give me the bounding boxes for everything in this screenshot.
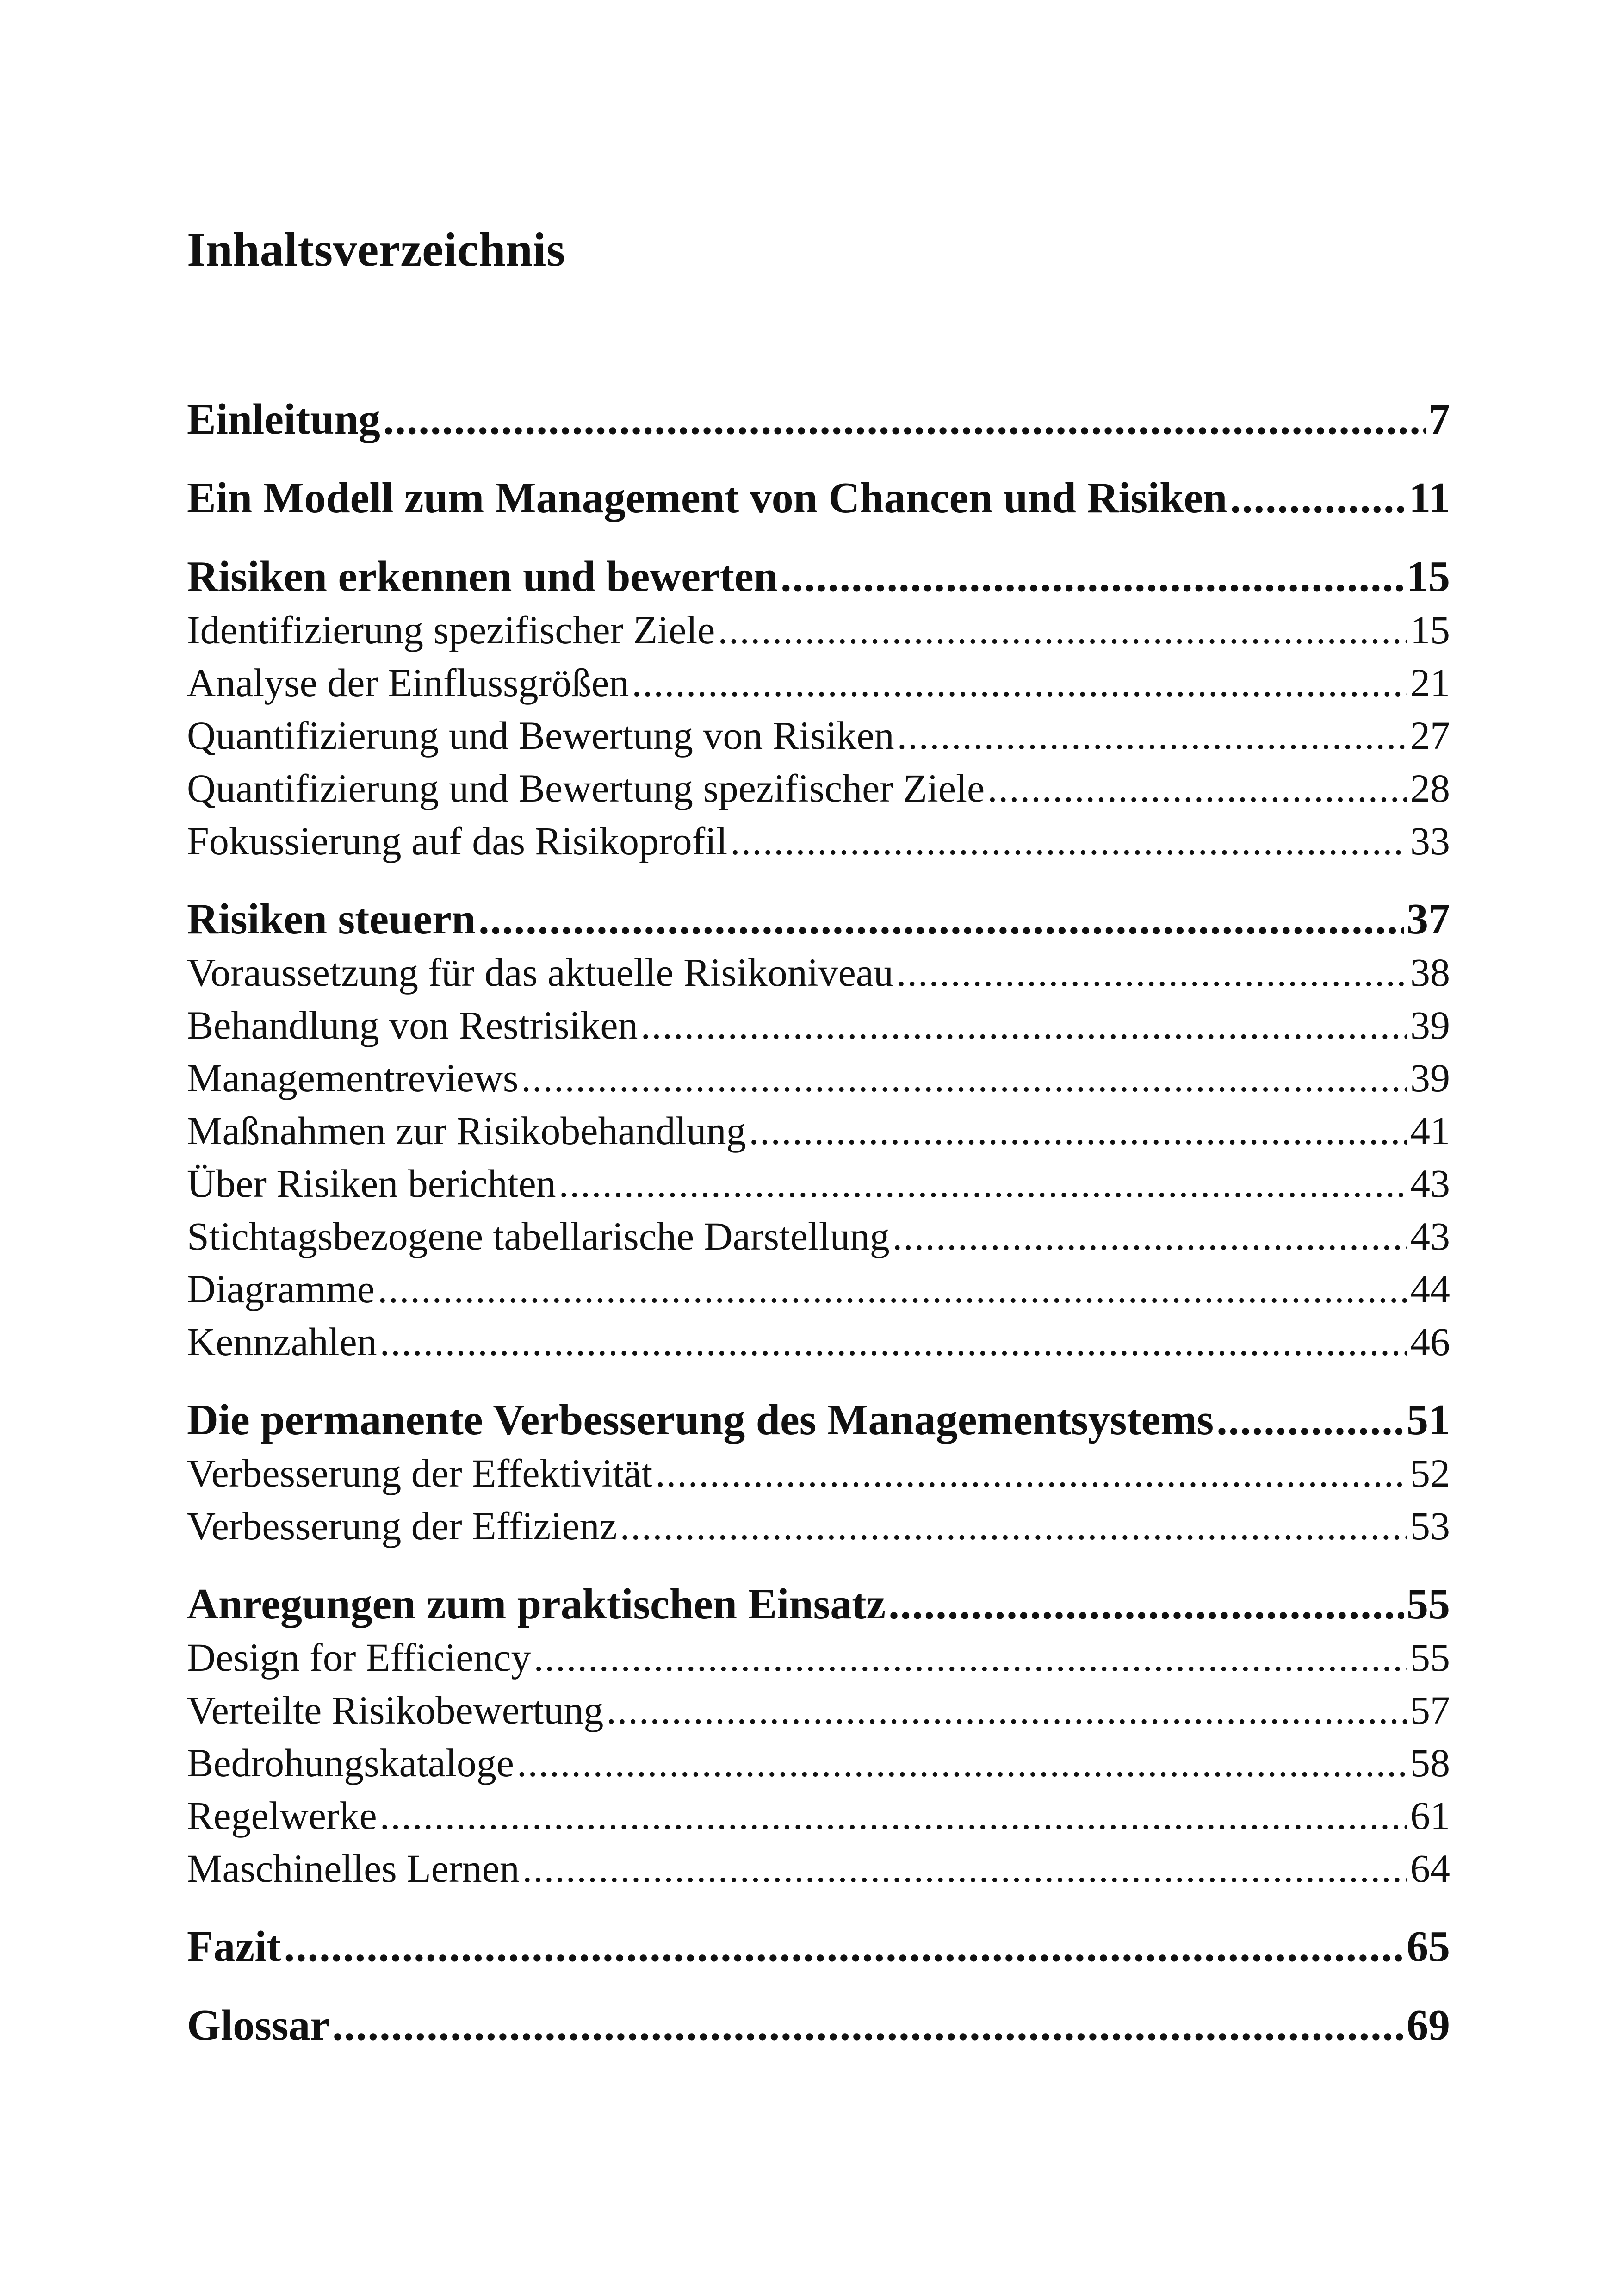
toc-page-number: 21 [1410, 660, 1450, 705]
toc-page-number: 11 [1409, 474, 1450, 522]
dot-leader [749, 1104, 1407, 1157]
toc-page-number: 52 [1410, 1451, 1450, 1495]
toc-page-number: 53 [1410, 1504, 1450, 1548]
toc-section-entry [187, 815, 1450, 867]
toc-page-number: 64 [1410, 1846, 1450, 1891]
toc-page-number: 44 [1410, 1267, 1450, 1311]
dot-leader [897, 709, 1407, 762]
dot-leader [718, 604, 1407, 656]
dot-leader [380, 1315, 1407, 1368]
toc-chapter-entry [187, 1577, 1450, 1631]
toc-section-entry [187, 1210, 1450, 1263]
toc-section-entry [187, 1052, 1450, 1104]
toc-entry-label: Stichtagsbezogene tabellarische Darstellung [187, 1214, 890, 1258]
toc-entry-label: Risiken erkennen und bewerten [187, 553, 778, 601]
toc-page-number: 43 [1410, 1214, 1450, 1258]
toc-page-number: 69 [1407, 2001, 1450, 2049]
dot-leader [893, 1210, 1407, 1263]
toc-entry-label: Quantifizierung und Bewertung von Risiken [187, 713, 894, 758]
dot-leader [383, 392, 1426, 446]
toc-entry-label: Regelwerke [187, 1793, 377, 1838]
toc-entry-label: Analyse der Einflussgrößen [187, 660, 629, 705]
dot-leader [533, 1631, 1407, 1684]
dot-leader [1216, 1393, 1404, 1447]
toc-entry-label: Maßnahmen zur Risikobehandlung [187, 1108, 746, 1153]
toc-entry-label: Quantifizierung und Bewertung spezifischer Ziele [187, 766, 985, 810]
toc-section-entry [187, 762, 1450, 815]
toc-entry-label: Behandlung von Restrisiken [187, 1003, 638, 1047]
dot-leader [1230, 471, 1406, 525]
toc-section-entry [187, 1842, 1450, 1895]
toc-entry-label: Verbesserung der Effizienz [187, 1504, 617, 1548]
dot-leader [781, 550, 1404, 604]
toc-entry-label: Diagramme [187, 1267, 375, 1311]
dot-leader [987, 762, 1407, 815]
dot-leader [655, 1447, 1407, 1500]
table-of-contents [187, 392, 1450, 2052]
dot-leader [478, 892, 1404, 946]
toc-page-number: 55 [1410, 1635, 1450, 1680]
toc-section-entry [187, 604, 1450, 656]
toc-page-number: 37 [1407, 895, 1450, 943]
toc-page-number: 27 [1410, 713, 1450, 758]
toc-page-number: 28 [1410, 766, 1450, 810]
toc-section-entry [187, 1631, 1450, 1684]
toc-section-entry [187, 1789, 1450, 1842]
toc-section-entry [187, 1157, 1450, 1210]
toc-page-number: 15 [1407, 553, 1450, 601]
toc-chapter-entry [187, 1393, 1450, 1447]
toc-entry-label: Über Risiken berichten [187, 1161, 556, 1206]
toc-page-number: 7 [1428, 395, 1450, 443]
toc-page-number: 39 [1410, 1056, 1450, 1100]
toc-section-entry [187, 656, 1450, 709]
toc-title: Inhaltsverzeichnis [187, 223, 565, 276]
toc-chapter-entry [187, 550, 1450, 604]
toc-entry-label: Managementreviews [187, 1056, 519, 1100]
toc-page-number: 61 [1410, 1793, 1450, 1838]
toc-page-number: 57 [1410, 1688, 1450, 1732]
toc-page-number: 41 [1410, 1108, 1450, 1153]
toc-entry-label: Kennzahlen [187, 1319, 377, 1364]
toc-section-entry [187, 1736, 1450, 1789]
toc-chapter-entry [187, 1998, 1450, 2052]
dot-leader [888, 1577, 1404, 1631]
document-page [187, 0, 1450, 2296]
toc-section-entry [187, 1447, 1450, 1500]
dot-leader [332, 1998, 1404, 2052]
toc-page-number: 51 [1407, 1396, 1450, 1444]
toc-section-entry [187, 999, 1450, 1052]
toc-page-number: 46 [1410, 1319, 1450, 1364]
toc-page-number: 55 [1407, 1580, 1450, 1628]
toc-page-number: 38 [1410, 950, 1450, 995]
toc-entry-label: Design for Efficiency [187, 1635, 531, 1680]
toc-entry-label: Ein Modell zum Management von Chancen und Risiken [187, 474, 1227, 522]
toc-page-number: 39 [1410, 1003, 1450, 1047]
toc-entry-label: Einleitung [187, 395, 380, 443]
toc-section-entry [187, 946, 1450, 999]
dot-leader [730, 815, 1407, 867]
dot-leader [606, 1684, 1407, 1736]
dot-leader [521, 1052, 1407, 1104]
toc-entry-label: Fokussierung auf das Risikoprofil [187, 819, 728, 863]
toc-entry-label: Verbesserung der Effektivität [187, 1451, 653, 1495]
dot-leader [620, 1500, 1407, 1552]
toc-section-entry [187, 1315, 1450, 1368]
toc-section-entry [187, 1104, 1450, 1157]
toc-entry-label: Glossar [187, 2001, 330, 2049]
dot-leader [632, 656, 1407, 709]
toc-section-entry [187, 1684, 1450, 1736]
toc-section-entry [187, 1263, 1450, 1315]
toc-page-number: 65 [1407, 1923, 1450, 1971]
toc-entry-label: Identifizierung spezifischer Ziele [187, 608, 715, 652]
toc-section-entry [187, 709, 1450, 762]
toc-chapter-entry [187, 392, 1450, 446]
dot-leader [641, 999, 1407, 1052]
toc-entry-label: Maschinelles Lernen [187, 1846, 520, 1891]
toc-entry-label: Voraussetzung für das aktuelle Risikoniveau [187, 950, 893, 995]
toc-chapter-entry [187, 1920, 1450, 1973]
toc-section-entry [187, 1500, 1450, 1552]
toc-entry-label: Bedrohungskataloge [187, 1741, 514, 1785]
toc-entry-label: Anregungen zum praktischen Einsatz [187, 1580, 886, 1628]
dot-leader [559, 1157, 1407, 1210]
toc-page-number: 33 [1410, 819, 1450, 863]
dot-leader [896, 946, 1407, 999]
toc-entry-label: Fazit [187, 1923, 281, 1971]
toc-chapter-entry [187, 892, 1450, 946]
toc-page-number: 15 [1410, 608, 1450, 652]
dot-leader [517, 1736, 1407, 1789]
dot-leader [284, 1920, 1404, 1973]
dot-leader [522, 1842, 1407, 1895]
toc-page-number: 43 [1410, 1161, 1450, 1206]
toc-chapter-entry [187, 471, 1450, 525]
dot-leader [378, 1263, 1407, 1315]
dot-leader [380, 1789, 1407, 1842]
toc-page-number: 58 [1410, 1741, 1450, 1785]
toc-entry-label: Die permanente Verbesserung des Managementsystems [187, 1396, 1214, 1444]
toc-entry-label: Verteilte Risikobewertung [187, 1688, 604, 1732]
toc-entry-label: Risiken steuern [187, 895, 476, 943]
